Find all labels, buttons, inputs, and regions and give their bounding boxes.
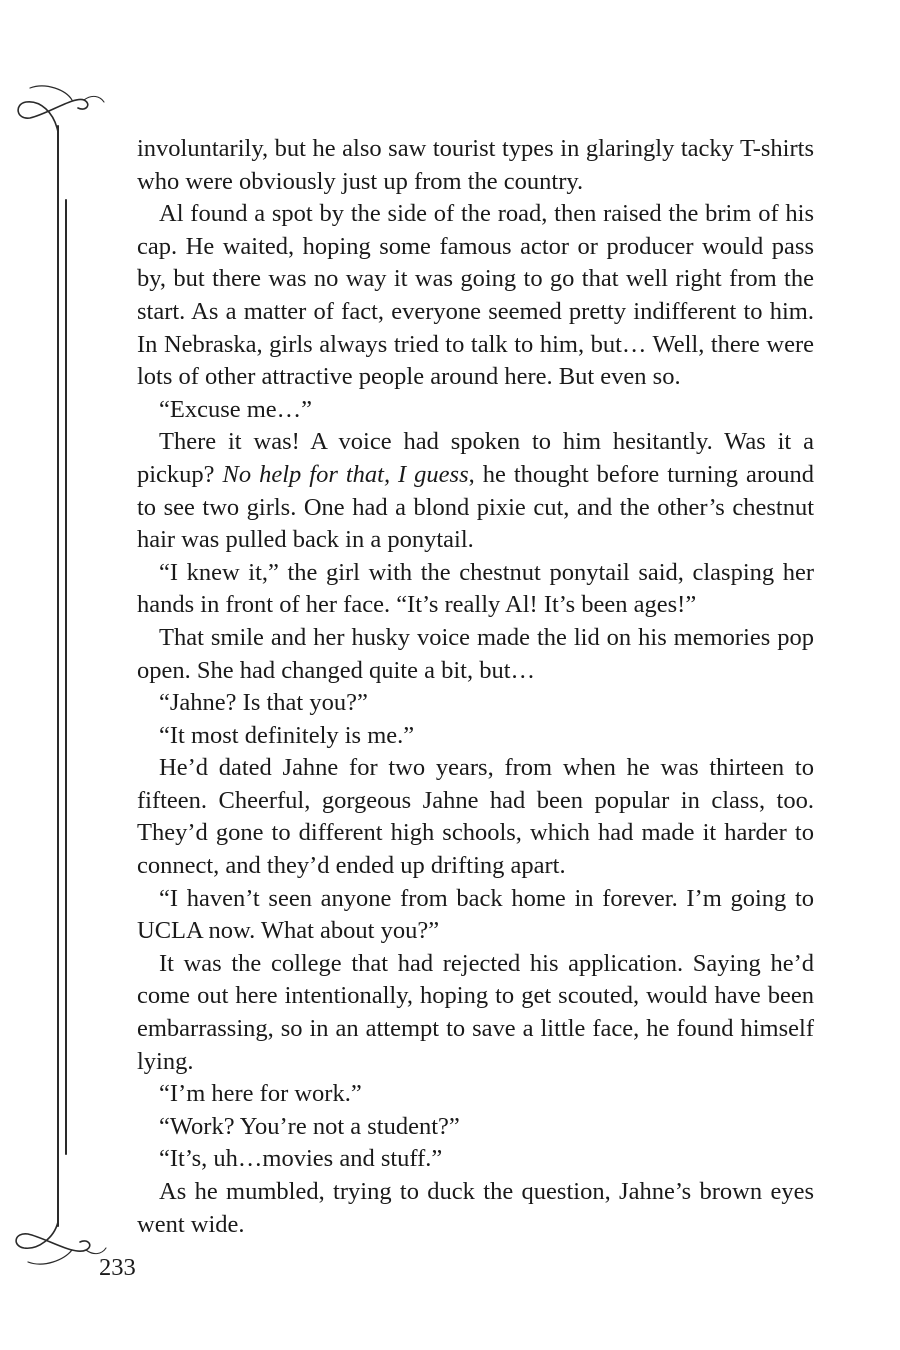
paragraph-4-part-1: There it was! A voice had spoken to him hesitantly. Was it a pickup? bbox=[137, 428, 814, 488]
paragraph-4-italic-thought: No help for that, I guess bbox=[222, 460, 469, 488]
paragraph-6: That smile and her husky voice made the lid on his memories pop open. She had changed quite a bit, but… bbox=[137, 623, 814, 684]
paragraph-4-part-2: , he thought before turning around to see two girls. One had a blond pixie cut, and the other’s chestnut hair was pulled back in a ponytail. bbox=[137, 460, 815, 554]
paragraph-14: “It’s, uh…movies and stuff.” bbox=[159, 1145, 443, 1173]
paragraph-15: As he mumbled, trying to duck the question, Jahne’s brown eyes went wide. bbox=[137, 1178, 814, 1238]
paragraph-3: “Excuse me…” bbox=[159, 395, 313, 423]
paragraph-2: Al found a spot by the side of the road, then raised the brim of his cap. He waited, hoping some famous actor or producer would pass by, but there was no way it was going to go that well right from the start. As a matter of fact, everyone seemed pretty indifferent to him. In Nebraska, girls always tried to talk to him, but… Well, there were lots of other attractive people around here. But even so. bbox=[137, 200, 814, 391]
paragraph-5: “I knew it,” the girl with the chestnut ponytail said, clasping her hands in front of her face. “It’s really Al! It’s been ages!” bbox=[137, 558, 814, 619]
paragraph-7: “Jahne? Is that you?” bbox=[159, 689, 368, 717]
paragraph-4 bbox=[137, 426, 814, 556]
paragraph-1: involuntarily, but he also saw tourist types in glaringly tacky T-shirts who were obviously just up from the country. bbox=[137, 135, 814, 195]
paragraph-12: “I’m here for work.” bbox=[159, 1080, 362, 1108]
paragraph-9: He’d dated Jahne for two years, from when he was thirteen to fifteen. Cheerful, gorgeous Jahne had been popular in class, too. They’d gone to different high schools, which had made it harder to connect, and they’d ended up drifting apart. bbox=[137, 754, 814, 880]
body-text bbox=[137, 133, 814, 1241]
paragraph-13: “Work? You’re not a student?” bbox=[159, 1112, 460, 1140]
page-border-flourish bbox=[0, 0, 120, 1350]
paragraph-10: “I haven’t seen anyone from back home in forever. I’m going to UCLA now. What about you?” bbox=[137, 884, 814, 945]
page-number: 233 bbox=[99, 1254, 136, 1281]
paragraph-11: It was the college that had rejected his application. Saying he’d come out here intentionally, hoping to get scouted, would have been embarrassing, so in an attempt to save a little face, he found himself lying. bbox=[137, 949, 814, 1075]
paragraph-8: “It most definitely is me.” bbox=[159, 721, 415, 749]
